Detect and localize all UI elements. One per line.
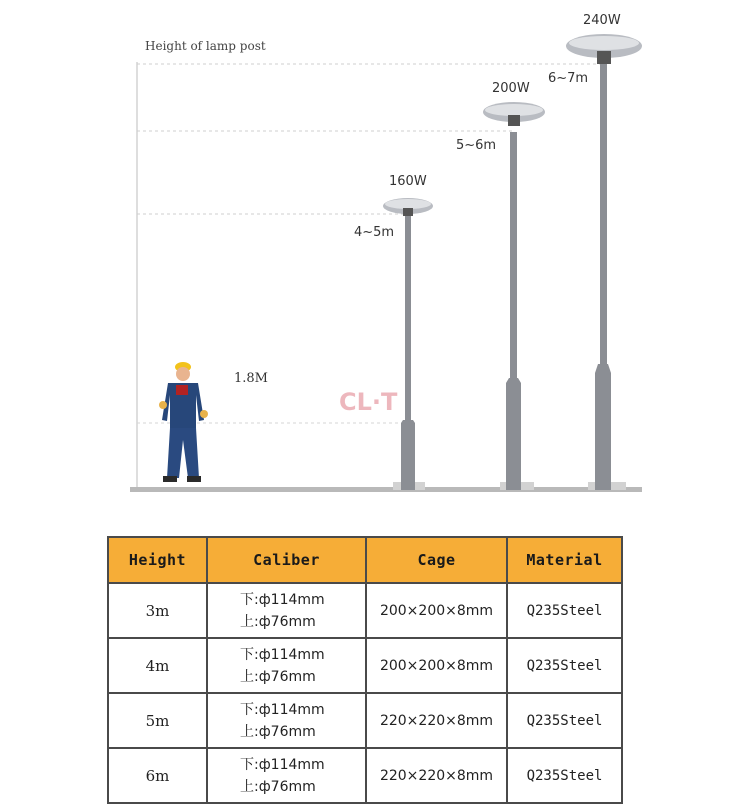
caliber-lower: 下:ф114mm bbox=[240, 646, 325, 663]
cell-cage: 200×200×8mm bbox=[366, 583, 507, 638]
cell-caliber bbox=[207, 748, 366, 803]
header-cage: Cage bbox=[366, 537, 507, 583]
power-label-160w: 160W bbox=[389, 174, 427, 189]
table-row bbox=[108, 693, 622, 748]
table-row bbox=[108, 748, 622, 803]
spec-table-header-row bbox=[108, 537, 622, 583]
worker-figure-icon bbox=[159, 362, 208, 482]
caliber-upper: 上:ф76mm bbox=[240, 778, 316, 795]
cell-cage: 220×220×8mm bbox=[366, 693, 507, 748]
cell-caliber bbox=[207, 638, 366, 693]
cell-material: Q235Steel bbox=[507, 583, 622, 638]
cell-cage: 220×220×8mm bbox=[366, 748, 507, 803]
caliber-upper: 上:ф76mm bbox=[240, 613, 316, 630]
cell-height: 6m bbox=[108, 748, 207, 803]
header-material: Material bbox=[507, 537, 622, 583]
power-label-240w: 240W bbox=[583, 13, 621, 28]
caliber-lower: 下:ф114mm bbox=[240, 701, 325, 718]
cell-height: 5m bbox=[108, 693, 207, 748]
cell-material: Q235Steel bbox=[507, 638, 622, 693]
lamp-post-160w bbox=[383, 198, 433, 490]
axis-label: Height of lamp post bbox=[145, 39, 266, 53]
table-row bbox=[108, 638, 622, 693]
table-row bbox=[108, 583, 622, 638]
header-caliber: Caliber bbox=[207, 537, 366, 583]
height-label-240w: 6~7m bbox=[548, 71, 589, 86]
person-height-label: 1.8M bbox=[234, 371, 268, 386]
height-label-160w: 4~5m bbox=[354, 225, 395, 240]
ground-line bbox=[130, 487, 642, 492]
lamp-post-200w bbox=[483, 102, 545, 490]
header-height: Height bbox=[108, 537, 207, 583]
spec-table bbox=[107, 536, 623, 804]
cell-material: Q235Steel bbox=[507, 748, 622, 803]
cell-material: Q235Steel bbox=[507, 693, 622, 748]
cell-cage: 200×200×8mm bbox=[366, 638, 507, 693]
cell-height: 3m bbox=[108, 583, 207, 638]
height-label-200w: 5~6m bbox=[456, 138, 497, 153]
caliber-upper: 上:ф76mm bbox=[240, 723, 316, 740]
caliber-upper: 上:ф76mm bbox=[240, 668, 316, 685]
power-label-200w: 200W bbox=[492, 81, 530, 96]
lamp-post-240w bbox=[566, 34, 642, 490]
cell-caliber bbox=[207, 693, 366, 748]
cell-caliber bbox=[207, 583, 366, 638]
watermark-logo: CL·T bbox=[339, 388, 398, 416]
caliber-lower: 下:ф114mm bbox=[240, 591, 325, 608]
caliber-lower: 下:ф114mm bbox=[240, 756, 325, 773]
cell-height: 4m bbox=[108, 638, 207, 693]
